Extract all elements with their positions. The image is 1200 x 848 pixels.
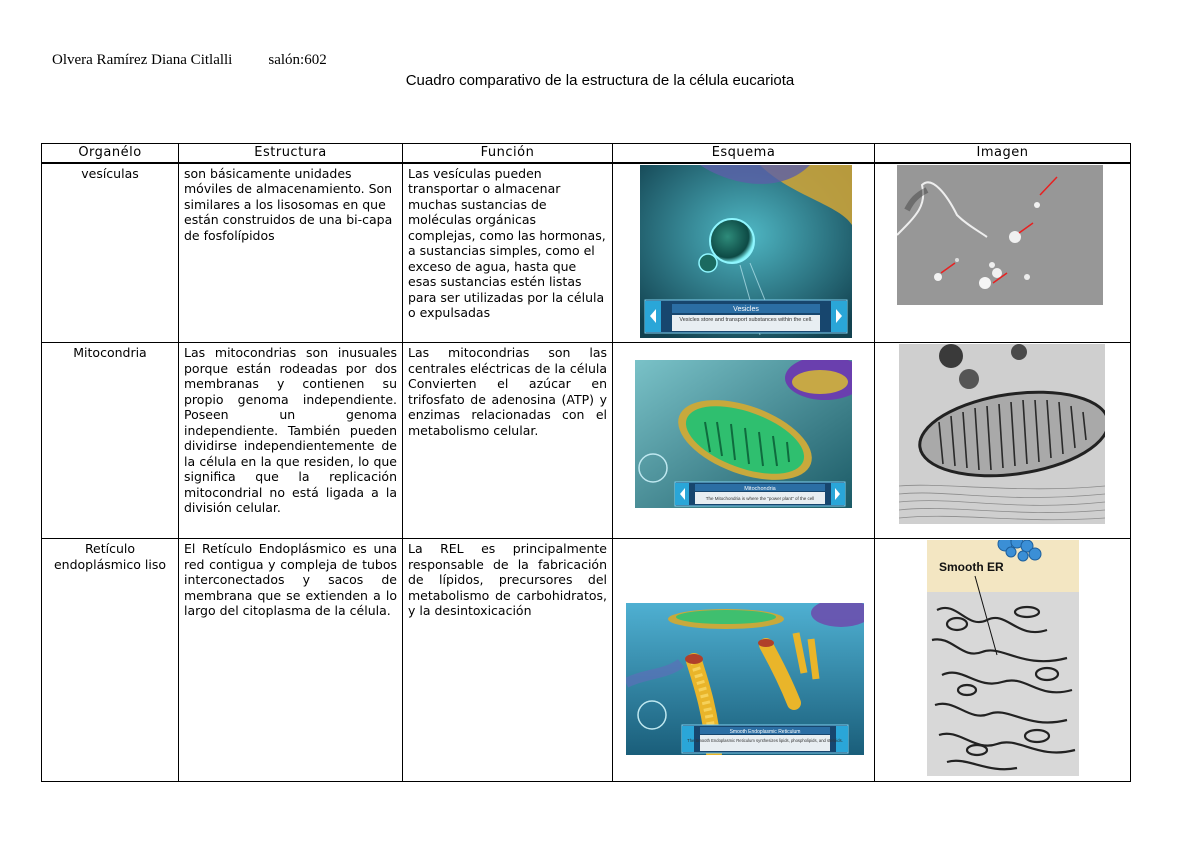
- esquema-panel-text: Vesicles store and transport substances within the cell.: [679, 316, 813, 323]
- estructura-cell: El Retículo Endoplásmico es una red contigua y compleja de tubos interconectados y sacos de membrana que se extienden a lo largo del citoplasma de la célula.: [179, 539, 403, 782]
- funcion-cell: La REL es principalmente responsable de la fabricación de lípidos, precursores del metabolismo de carbohidratos, y la desintoxicación: [403, 539, 613, 782]
- author-name: Olvera Ramírez Diana Citlalli: [52, 52, 233, 68]
- header-funcion: Función: [403, 144, 613, 163]
- esquema-panel-text: The Mitochondria is where the "power plant" of the cell: [705, 496, 815, 501]
- funcion-cell: Las vesículas pueden transportar o almacenar muchas sustancias de moléculas orgánicas complejas, como las hormonas, a sustancias simples, como el exceso de agua, hasta que esas sustancias estén listas para ser utilizadas por la célula o expulsadas: [403, 163, 613, 343]
- organelo-cell: Retículo endoplásmico liso: [42, 539, 179, 782]
- esquema-cell: [613, 163, 875, 343]
- header-imagen: Imagen: [875, 144, 1131, 163]
- comparison-table: [41, 143, 1131, 782]
- esquema-panel-title: Vesicles: [733, 305, 759, 313]
- esquema-cell: [613, 343, 875, 539]
- imagen-cell: [875, 163, 1131, 343]
- vesicle-diagram: [640, 165, 852, 338]
- mitochondria-diagram: [635, 360, 852, 508]
- table-row: [42, 343, 1131, 539]
- esquema-panel-title: Mitochondria: [744, 486, 776, 492]
- table-row: [42, 539, 1131, 782]
- mitochondria-micrograph: [899, 344, 1105, 524]
- organelo-cell: Mitocondria: [42, 343, 179, 539]
- header-esquema: Esquema: [613, 144, 875, 163]
- imagen-cell: [875, 539, 1131, 782]
- vesicle-micrograph: [897, 165, 1103, 305]
- smooth-er-diagram: [626, 603, 864, 755]
- esquema-panel-title: Smooth Endoplasmic Reticulum: [729, 729, 801, 735]
- smooth-er-label: Smooth ER: [939, 560, 1004, 574]
- salon-label: salón:602: [268, 52, 327, 68]
- table-header-row: [42, 144, 1131, 163]
- document-title: Cuadro comparativo de la estructura de la célula eucariota: [405, 72, 795, 89]
- esquema-cell: [613, 539, 875, 782]
- table-row: [42, 163, 1131, 343]
- esquema-panel-text: The Smooth Endoplasmic Reticulum synthesizes lipids, phospholipids, and steroids.: [687, 738, 843, 743]
- funcion-cell: Las mitocondrias son las centrales eléctricas de la célula Convierten el azúcar en trifosfato de adenosina (ATP) y enzimas relacionadas con el metabolismo celular.: [403, 343, 613, 539]
- estructura-cell: son básicamente unidades móviles de almacenamiento. Son similares a los lisosomas en que están construidos de una bi-capa de fosfolípidos: [179, 163, 403, 343]
- smooth-er-micrograph: [927, 540, 1079, 776]
- imagen-cell: [875, 343, 1131, 539]
- organelo-cell: vesículas: [42, 163, 179, 343]
- header-estructura: Estructura: [179, 144, 403, 163]
- header-organelo: Organélo: [42, 144, 179, 163]
- estructura-cell: Las mitocondrias son inusuales porque están rodeadas por dos membranas y contienen su propio genoma independiente. Poseen un genoma independiente. También pueden dividirse independientemente de la célula en la que residen, lo que significa que la replicación mitocondrial no está ligada a la división celular.: [179, 343, 403, 539]
- author-line: [52, 52, 327, 69]
